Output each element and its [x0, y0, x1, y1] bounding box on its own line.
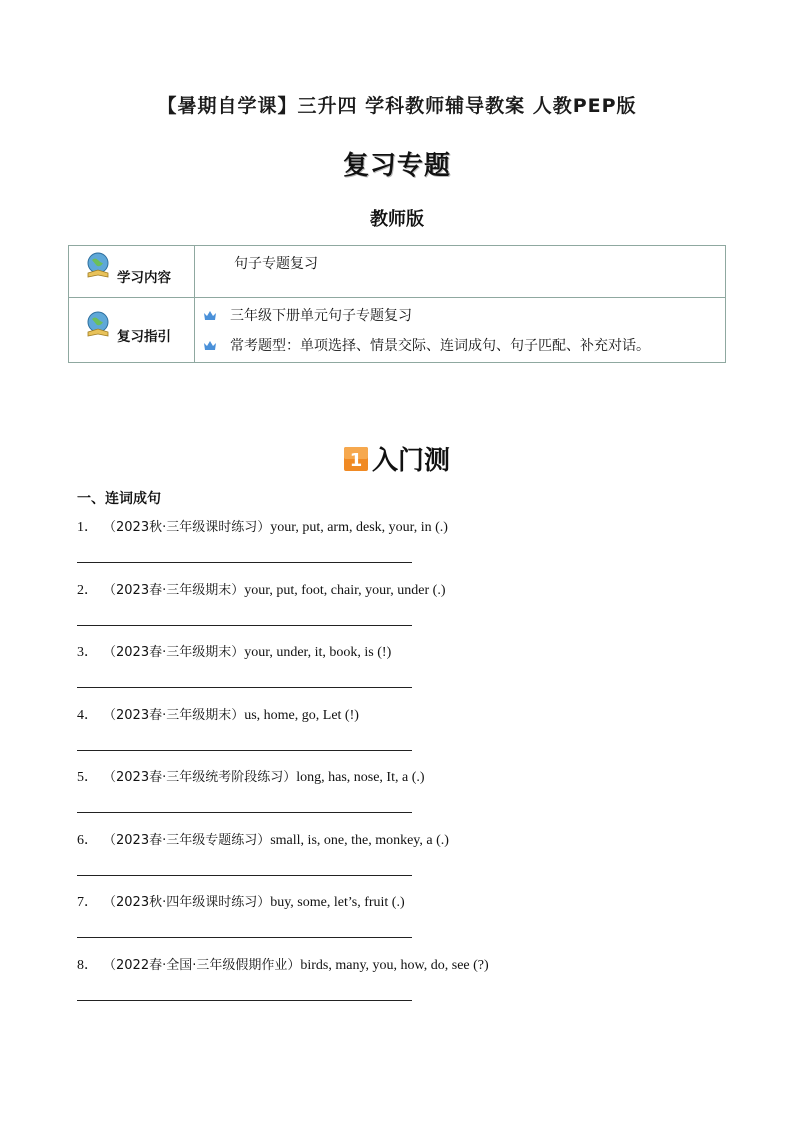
question-item [77, 579, 445, 599]
question-source: （2023秋·三年级课时练习） [103, 520, 271, 535]
question-number: 1． [77, 520, 98, 535]
number-badge-icon [344, 447, 368, 471]
answer-line[interactable] [77, 750, 412, 751]
page-title: 复习专题 [342, 151, 451, 181]
study-content-text: 句子专题复习 [234, 256, 318, 272]
question-source: （2023春·三年级期末） [103, 645, 245, 660]
list-item [204, 305, 724, 325]
answer-line[interactable] [77, 812, 412, 813]
question-item [77, 766, 425, 786]
label-cell [69, 246, 195, 298]
question-source: （2023春·三年级专题练习） [103, 832, 271, 848]
answer-line[interactable] [77, 562, 412, 563]
globe-book-icon [84, 310, 112, 338]
question-source: （2023春·三年级期末） [103, 582, 245, 598]
answer-line[interactable] [77, 937, 412, 938]
section-title: 入门测 [371, 446, 450, 476]
question-number: 2． [77, 582, 98, 598]
question-words: buy, some, let’s, fruit (.) [270, 895, 405, 910]
edition-label: 教师版 [370, 209, 424, 230]
list-item [204, 335, 724, 355]
info-table [68, 245, 726, 363]
question-words: small, is, one, the, monkey, a (.) [270, 832, 449, 848]
question-number: 4． [77, 707, 98, 723]
answer-line[interactable] [77, 875, 412, 876]
content-cell [195, 246, 726, 298]
review-guide-item: 三年级下册单元句子专题复习 [230, 308, 412, 324]
label-cell [69, 298, 195, 363]
question-source: （2022春·全国·三年级假期作业） [103, 957, 301, 973]
question-number: 8． [77, 957, 98, 973]
question-source: （2023春·三年级统考阶段练习） [103, 770, 297, 785]
review-guide-item: 常考题型：单项选择、情景交际、连词成句、句子匹配、补充对话。 [230, 338, 650, 354]
label-review-guide: 复习指引 [117, 329, 171, 345]
crown-bullet-icon [204, 340, 216, 350]
question-words: us, home, go, Let (!) [244, 707, 359, 723]
question-words: your, put, foot, chair, your, under (.) [244, 582, 446, 598]
globe-book-icon [84, 251, 112, 279]
table-row [69, 246, 726, 298]
question-source: （2023秋·四年级课时练习） [103, 895, 271, 910]
question-number: 6． [77, 832, 98, 848]
question-item [77, 516, 448, 536]
badge-number: 1 [349, 449, 363, 471]
answer-line[interactable] [77, 625, 412, 626]
part-heading: 一、连词成句 [77, 491, 161, 507]
question-words: your, under, it, book, is (!) [244, 645, 392, 660]
section-heading [0, 440, 794, 477]
question-words: your, put, arm, desk, your, in (.) [270, 520, 448, 535]
answer-line[interactable] [77, 687, 412, 688]
question-number: 3． [77, 645, 98, 660]
label-study-content: 学习内容 [117, 270, 171, 286]
question-number: 5． [77, 770, 98, 785]
question-item [77, 641, 391, 661]
question-item [77, 891, 405, 911]
question-item [77, 954, 489, 974]
question-item [77, 704, 359, 724]
question-words: birds, many, you, how, do, see (?) [300, 957, 489, 973]
question-source: （2023春·三年级期末） [103, 707, 245, 723]
table-row [69, 298, 726, 363]
answer-line[interactable] [77, 1000, 412, 1001]
question-words: long, has, nose, It, a (.) [296, 770, 425, 785]
crown-bullet-icon [204, 310, 216, 320]
series-title: 【暑期自学课】三升四 学科教师辅导教案 人教PEP版 [157, 95, 637, 117]
question-number: 7． [77, 895, 98, 910]
content-cell [195, 298, 726, 363]
question-item [77, 829, 449, 849]
